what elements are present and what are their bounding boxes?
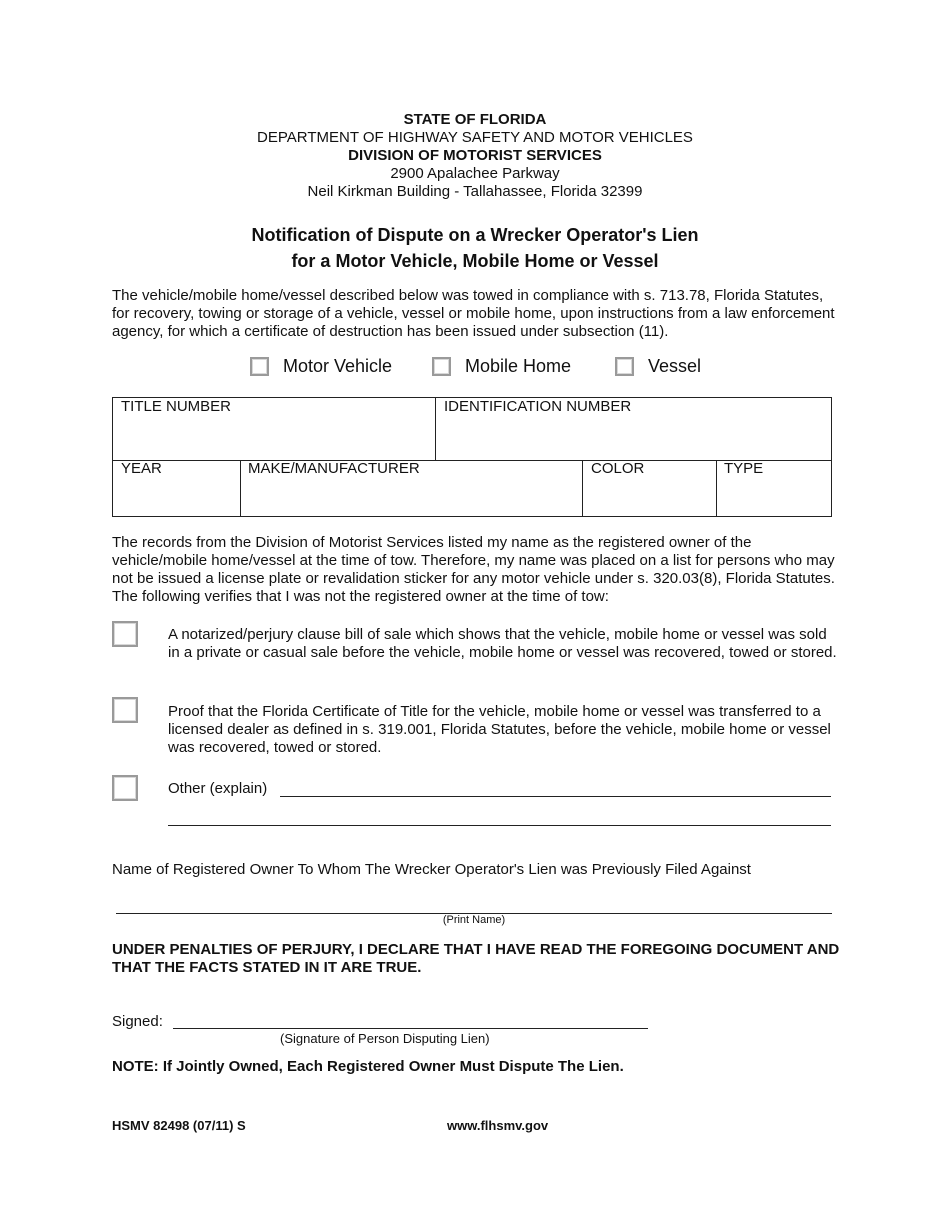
other-explain-line-2[interactable]: [168, 825, 831, 826]
agency-header: [0, 111, 950, 201]
color-field[interactable]: COLOR: [591, 460, 645, 477]
mobile-home-label: Mobile Home: [465, 356, 572, 376]
table-column-divider: [435, 398, 436, 460]
other-explain-label: Other (explain): [168, 780, 268, 797]
vessel-option[interactable]: [615, 356, 701, 377]
bill-of-sale-checkbox[interactable]: [112, 621, 138, 647]
certificate-transfer-option-text: Proof that the Florida Certificate of Title for the vehicle, mobile home or vessel was transferred to a licensed dealer as defined in s. 319.001, Florida Statutes, before the vehicle, mobile home or vessel was recovered, towed or stored.: [168, 703, 831, 756]
bill-of-sale-option-text: A notarized/perjury clause bill of sale which shows that the vehicle, mobile home or vessel was sold in a private or casual sale before the vehicle, mobile home or vessel was recovered, towed or stored.: [168, 626, 837, 661]
form-title-line-2: for a Motor Vehicle, Mobile Home or Vessel: [291, 251, 659, 271]
mobile-home-checkbox[interactable]: [432, 357, 451, 376]
intro-paragraph: The vehicle/mobile home/vessel described below was towed in compliance with s. 713.78, Florida Statutes, for recovery, towing or storage of a vehicle, vessel or mobile home, upon instructions from a law enforcement agency, for which a certificate of destruction has been issued under subsection (11).: [112, 287, 835, 340]
joint-owner-note: NOTE: If Jointly Owned, Each Registered Owner Must Dispute The Lien.: [112, 1058, 624, 1075]
address-line-2: Neil Kirkman Building - Tallahassee, Florida 32399: [307, 183, 643, 200]
division-name: DIVISION OF MOTORIST SERVICES: [348, 147, 602, 164]
address-line-1: 2900 Apalachee Parkway: [390, 165, 560, 182]
other-explain-line[interactable]: [280, 796, 831, 797]
year-field[interactable]: YEAR: [121, 460, 162, 477]
signature-line[interactable]: [173, 1028, 648, 1029]
vessel-checkbox[interactable]: [615, 357, 634, 376]
form-number: HSMV 82498 (07/11) S: [112, 1118, 246, 1133]
certificate-transfer-checkbox[interactable]: [112, 697, 138, 723]
type-field[interactable]: TYPE: [724, 460, 764, 477]
signed-label: Signed:: [112, 1013, 163, 1030]
registered-owner-label: Name of Registered Owner To Whom The Wrecker Operator's Lien was Previously Filed Against: [112, 861, 751, 878]
form-title: [0, 222, 950, 274]
title-number-field[interactable]: TITLE NUMBER: [121, 398, 232, 415]
perjury-statement: UNDER PENALTIES OF PERJURY, I DECLARE THAT I HAVE READ THE FOREGOING DOCUMENT AND THAT THE FACTS STATED IN IT ARE TRUE.: [112, 941, 840, 976]
identification-number-field[interactable]: IDENTIFICATION NUMBER: [444, 398, 632, 415]
vehicle-type-options: [0, 356, 950, 380]
table-column-divider: [582, 460, 583, 516]
department-name: DEPARTMENT OF HIGHWAY SAFETY AND MOTOR VEHICLES: [257, 129, 693, 146]
mobile-home-option[interactable]: [432, 356, 571, 377]
motor-vehicle-checkbox[interactable]: [250, 357, 269, 376]
table-column-divider: [716, 460, 717, 516]
table-column-divider: [240, 460, 241, 516]
vehicle-info-table: [112, 397, 832, 517]
motor-vehicle-label: Motor Vehicle: [283, 356, 393, 376]
print-name-caption: (Print Name): [442, 914, 506, 926]
other-checkbox[interactable]: [112, 775, 138, 801]
motor-vehicle-option[interactable]: [250, 356, 392, 377]
website-link[interactable]: www.flhsmv.gov: [447, 1118, 549, 1133]
make-manufacturer-field[interactable]: MAKE/MANUFACTURER: [248, 460, 420, 477]
state-name: STATE OF FLORIDA: [403, 111, 547, 128]
signature-caption: (Signature of Person Disputing Lien): [280, 1031, 490, 1046]
form-title-line-1: Notification of Dispute on a Wrecker Operator's Lien: [251, 225, 699, 245]
records-paragraph: The records from the Division of Motorist Services listed my name as the registered owner of the vehicle/mobile home/vessel at the time of tow. Therefore, my name was placed on a list for persons who may not be issued a license plate or revalidation sticker for any motor vehicle under s. 320.03(8), Florida Statutes. The following verifies that I was not the registered owner at the time of tow:: [112, 534, 835, 605]
vessel-label: Vessel: [648, 356, 702, 376]
